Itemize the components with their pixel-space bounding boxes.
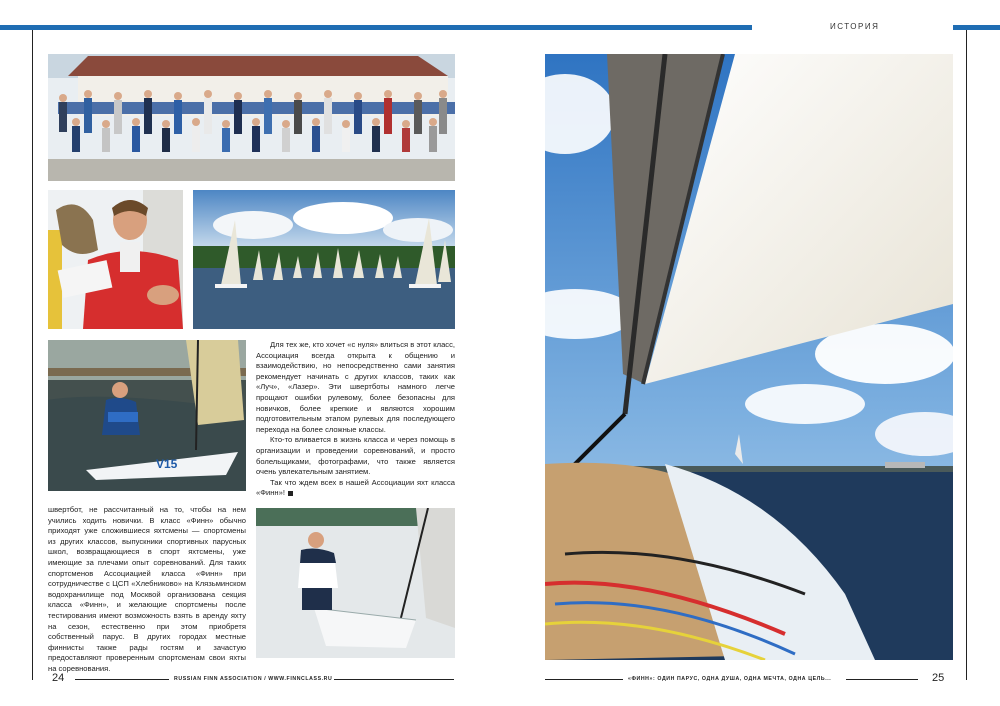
page-number-left: 24 — [52, 672, 65, 684]
article-column-left — [48, 505, 246, 673]
header-bar-left — [0, 25, 752, 30]
end-mark-icon — [288, 491, 293, 496]
regatta-fleet-photo — [193, 190, 455, 329]
left-border — [32, 30, 33, 680]
trophy-winner-photo — [48, 190, 183, 329]
closing-sentence: Так что ждем всех в нашей Ассоциации яхт класса «Финн»! — [256, 477, 455, 498]
sail-view-photo — [545, 54, 953, 660]
footer-right-text: «ФИНН»: ОДИН ПАРУС, ОДНА ДУША, ОДНА МЕЧТА, ОДНА ЦЕЛЬ... — [628, 676, 832, 682]
paragraph: швертбот, не рассчитанный на то, чтобы на нем учились ходить новички. В класс «Финн» обычно приходят уже сложившиеся яхтсмены — спортсмены из других классов, выпускники спортивных парусных школ, возвращающиеся в спорт яхтсмены, уже имеющие за плечами опыт соревнований. Для таких спортсменов Ассоциацией класса «Финн» при сотрудничестве с ЦСП «Хлебниково» на Клязьминском водохранилище под Москвой организована секция класса «Финн», и желающие спортсмены после тестирования имеют возможность взять в аренду яхту на сезон, естественно при этом приобретя собственный парус. В других городах местные финнисты также рады гостям и зачастую предоставляют проверенным спортсменам свои яхты на соревнования. — [48, 505, 246, 673]
header-bar-right — [953, 25, 1000, 30]
footer-rule — [846, 679, 918, 680]
section-label: ИСТОРИЯ — [830, 22, 880, 31]
paragraph: Для тех же, кто хочет «с нуля» влиться в этот класс, Ассоциация всегда открыта к общению и взаимодействию, но непосредственно сами занятия рекомендует начинать с других классов, таких как «Луч», «Лазер». Эти швертботы намного легче прощают ошибки рулевому, более безопасны для новичков, более крепкие и являются хорошим подготовительным этапом рулевых для последующего перехода на более сложные классы. — [256, 340, 455, 434]
veteran-sailor-photo — [48, 340, 246, 491]
footer-rule — [75, 679, 169, 680]
page-number-right: 25 — [932, 672, 945, 684]
right-border — [966, 30, 967, 680]
footer-rule — [545, 679, 623, 680]
group-photo — [48, 54, 455, 181]
paragraph — [256, 478, 455, 499]
footer-left-text: RUSSIAN FINN ASSOCIATION / WWW.FINNCLASS.RU — [174, 676, 333, 682]
paragraph: Кто-то вливается в жизнь класса и через помощь в организации и проведении соревнований, и просто болельщиками, фотографами, что также является очень увлекательным занятием. — [256, 435, 455, 477]
svg-text:V15: V15 — [156, 457, 178, 471]
article-column-right — [256, 340, 455, 500]
footer-rule — [334, 679, 454, 680]
young-sailor-photo — [256, 508, 455, 658]
